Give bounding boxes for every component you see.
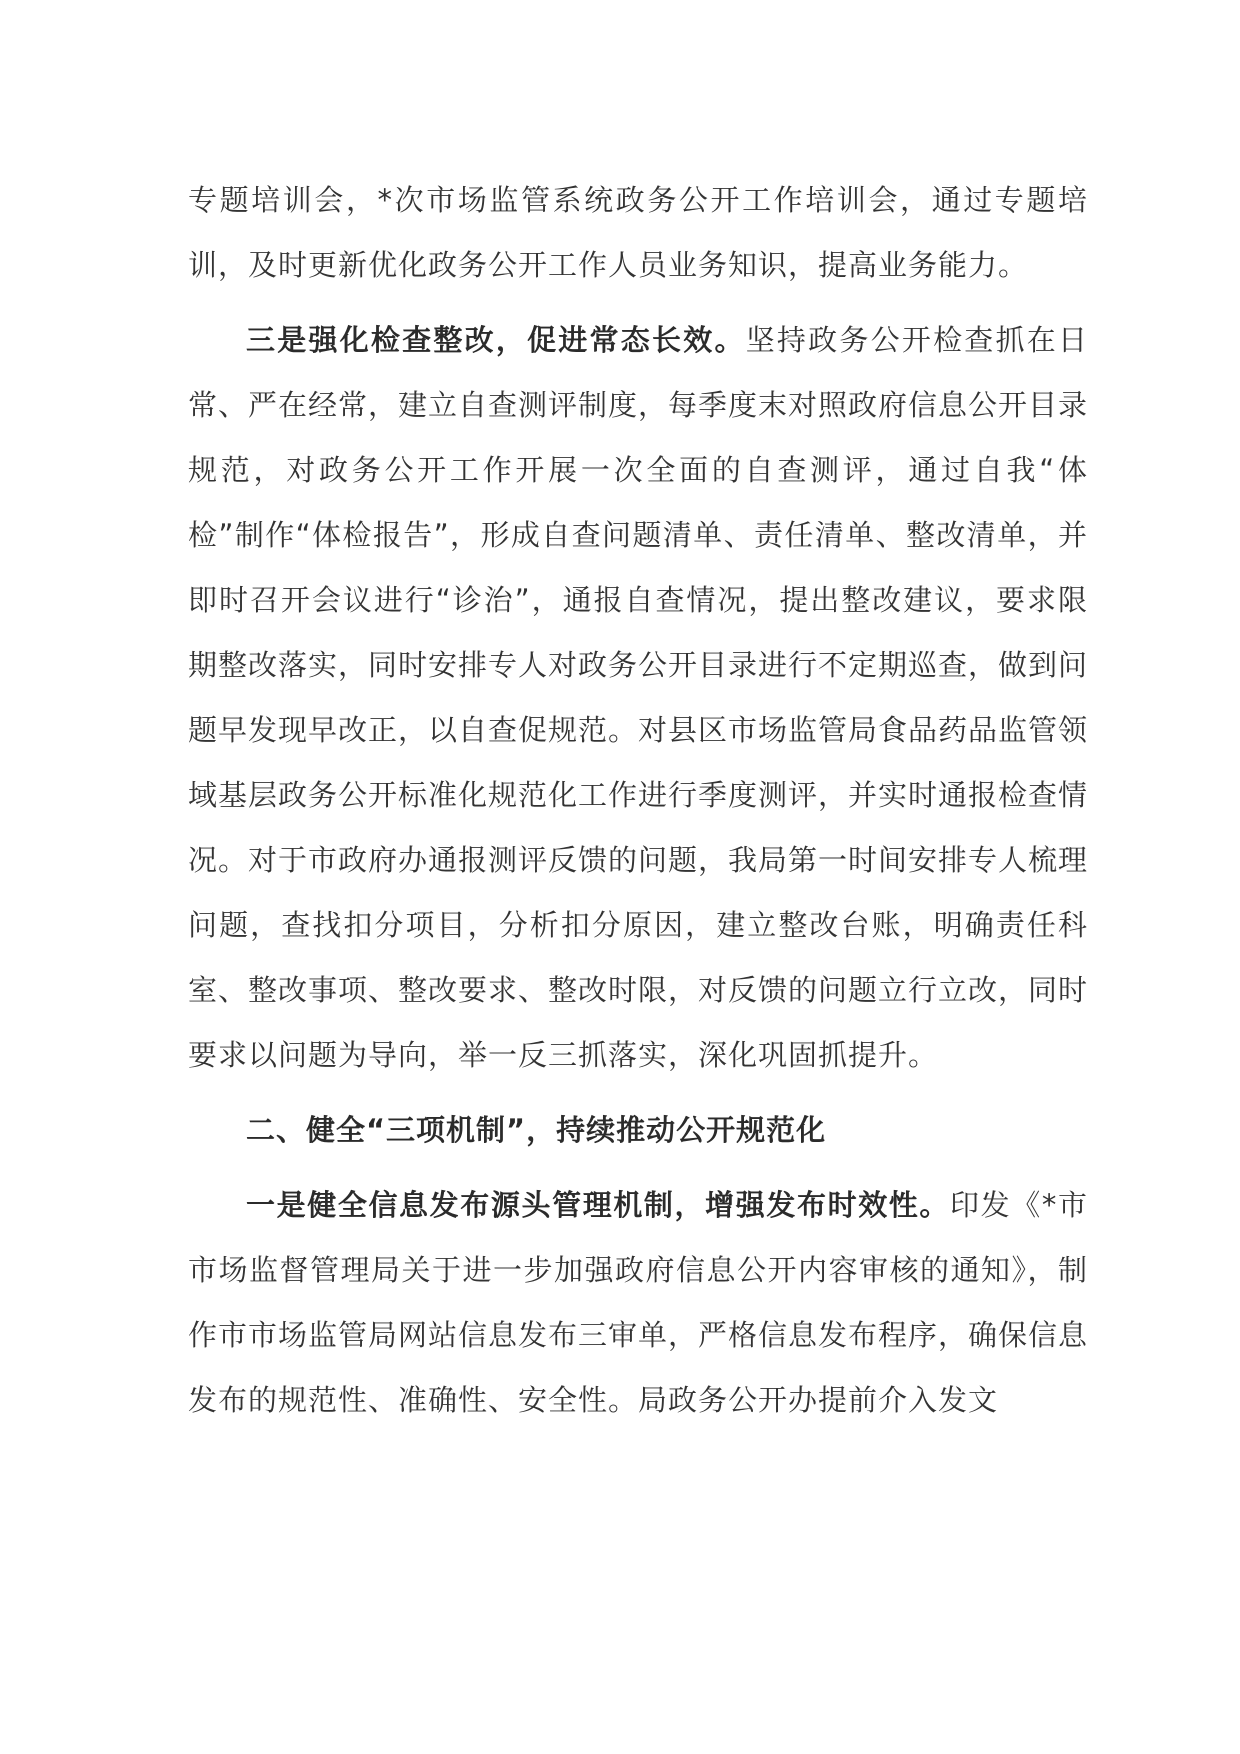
document-body bbox=[188, 168, 1088, 1443]
paragraph-1 bbox=[188, 168, 1088, 298]
paragraph-2 bbox=[188, 308, 1088, 1088]
paragraph-3-text: 印发《*市市场监督管理局关于进一步加强政府信息公开内容审核的通知》，制作市市场监管局网站信息发布三审单，严格信息发布程序，确保信息发布的规范性、准确性、安全性。局政务公开办提前介入发文 bbox=[188, 1188, 1089, 1417]
paragraph-1-text: 专题培训会，*次市场监管系统政务公开工作培训会，通过专题培训，及时更新优化政务公开工作人员业务知识，提高业务能力。 bbox=[188, 183, 1088, 282]
section-heading: 二、健全“三项机制”，持续推动公开规范化 bbox=[246, 1113, 827, 1147]
paragraph-2-text: 坚持政务公开检查抓在日常、严在经常，建立自查测评制度，每季度末对照政府信息公开目录规范，对政务公开工作开展一次全面的自查测评，通过自我“体检”制作“体检报告”，形成自查问题清单、责任清单、整改清单，并即时召开会议进行“诊治”，通报自查情况，提出整改建议，要求限期整改落实，同时安排专人对政务公开目录进行不定期巡查，做到问题早发现早改正，以自查促规范。对县区市场监管局食品药品监管领域基层政务公开标准化规范化工作进行季度测评，并实时通报检查情况。对于市政府办通报测评反馈的问题，我局第一时间安排专人梳理问题，查找扣分项目，分析扣分原因，建立整改台账，明确责任科室、整改事项、整改要求、整改时限，对反馈的问题立行立改，同时要求以问题为导向，举一反三抓落实，深化巩固抓提升。 bbox=[188, 323, 1089, 1072]
paragraph-3 bbox=[188, 1173, 1088, 1433]
paragraph-2-lead: 三是强化检查整改，促进常态长效。 bbox=[246, 323, 746, 357]
paragraph-3-lead: 一是健全信息发布源头管理机制，增强发布时效性。 bbox=[246, 1188, 951, 1222]
